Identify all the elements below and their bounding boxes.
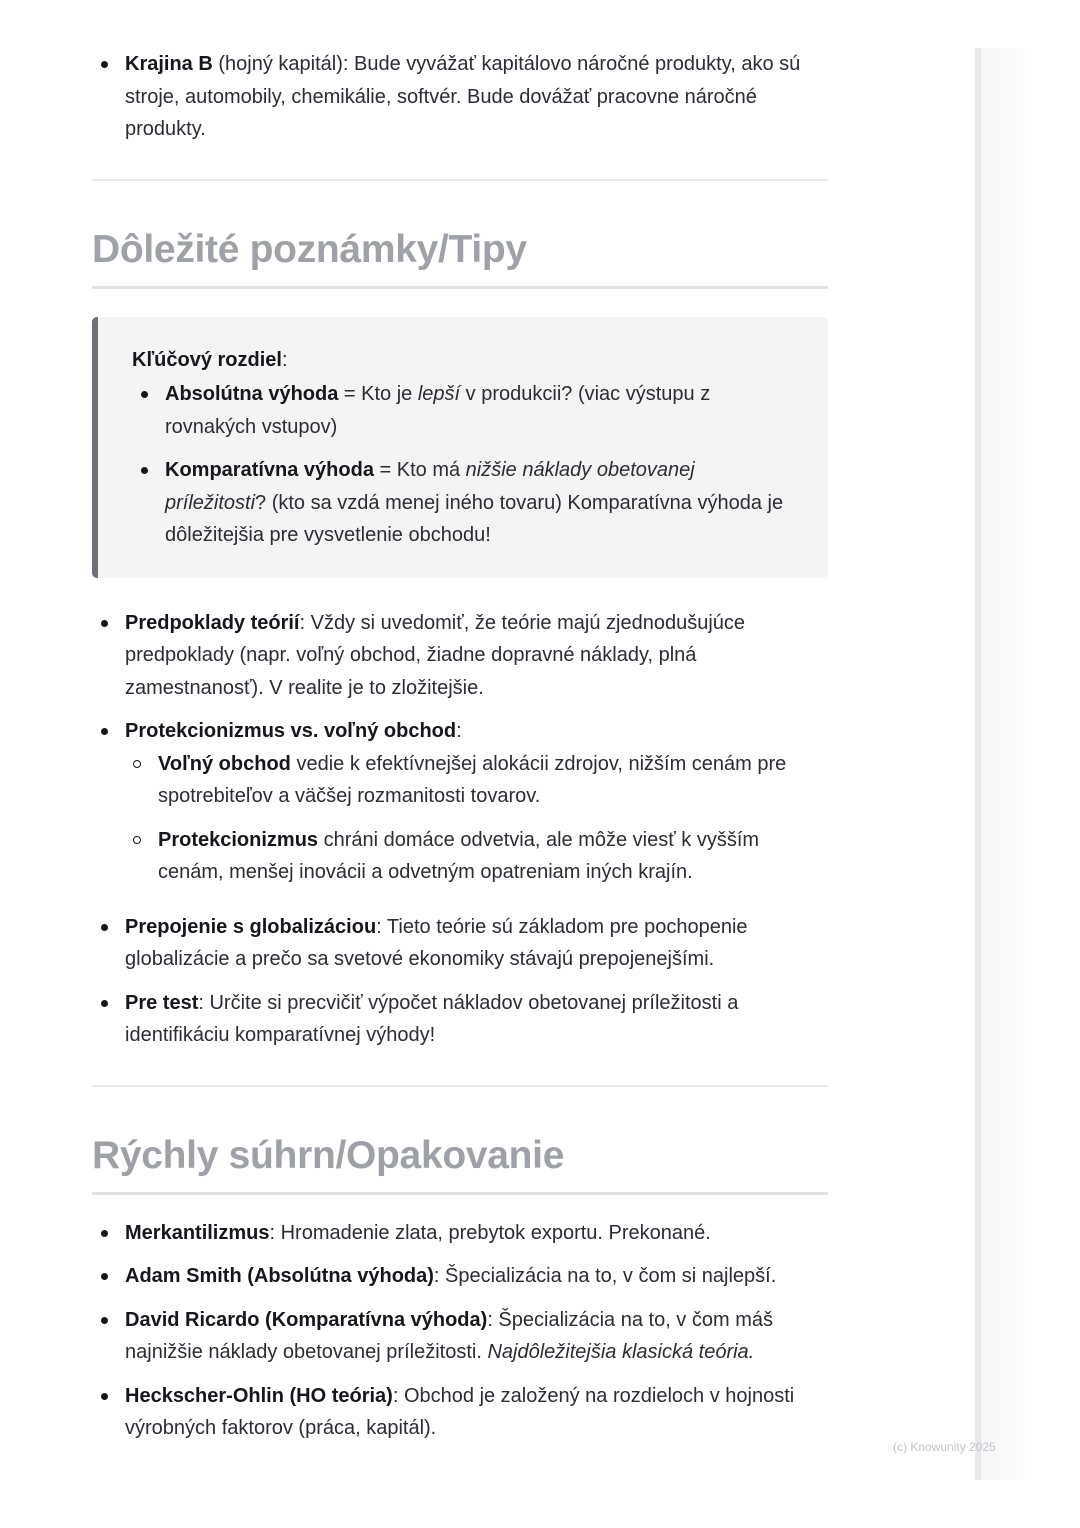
- document-content: [92, 48, 828, 1445]
- callout-key-difference: [92, 317, 828, 578]
- notes-list: [92, 607, 828, 1052]
- heading-underline: [92, 1192, 828, 1195]
- section-heading-summary: Rýchly súhrn/Opakovanie: [92, 1133, 565, 1177]
- list-item-absolute-advantage: Absolútna výhoda = Kto je lepší v produkcii? (viac výstupu z rovnakých vstupov): [132, 378, 798, 443]
- list-item-adam-smith: Adam Smith (Absolútna výhoda): Špecializácia na to, v čom si najlepší.: [92, 1260, 828, 1293]
- list-item-krajina-b: Krajina B (hojný kapitál): Bude vyvážať kapitálovo náročné produkty, ako sú stroje, automobily, chemikálie, softvér. Bude dovážať pracovne náročné produkty.: [92, 48, 828, 146]
- copyright-footer: (c) Knowunity 2025: [893, 1440, 996, 1454]
- list-item-test: Pre test: Určite si precvičiť výpočet nákladov obetovanej príležitosti a identifikáciu komparatívnej výhody!: [92, 987, 828, 1052]
- list-item-assumptions: Predpoklady teórií: Vždy si uvedomiť, že teórie majú zjednodušujúce predpoklady (napr. voľný obchod, žiadne dopravné náklady, plná zamestnanosť). V realite je to zložitejšie.: [92, 607, 828, 705]
- heading-underline: [92, 286, 828, 289]
- list-item-heckscher-ohlin: Heckscher-Ohlin (HO teória): Obchod je založený na rozdieloch v hojnosti výrobných faktorov (práca, kapitál).: [92, 1380, 828, 1445]
- list-item-david-ricardo: David Ricardo (Komparatívna výhoda): Špecializácia na to, v čom máš najnižšie náklady obetovanej príležitosti. Najdôležitejšia klasická teória.: [92, 1304, 828, 1369]
- list-item-protectionism: Protekcionizmus vs. voľný obchod: Voľný obchod vedie k efektívnejšej alokácii zdrojov, nižším cenám pre spotrebiteľov a väčšej rozmanitosti tovarov. Protekcionizmus chráni domáce odvetvia, ale môže viesť k vyšším cenám, menšej inovácii a odvetným opatreniam iných krajín.: [92, 715, 828, 889]
- sub-list: [125, 748, 828, 889]
- list-item-mercantilism: Merkantilizmus: Hromadenie zlata, prebytok exportu. Prekonané.: [92, 1217, 828, 1250]
- divider: [92, 1085, 828, 1087]
- vertical-scrollbar[interactable]: [975, 48, 981, 1480]
- summary-list: [92, 1217, 828, 1445]
- section-heading-notes: Dôležité poznámky/Tipy: [92, 227, 527, 271]
- intro-list: [92, 48, 828, 146]
- sub-item-protectionism: Protekcionizmus chráni domáce odvetvia, ale môže viesť k vyšším cenám, menšej inovácii a odvetným opatreniam iných krajín.: [125, 824, 828, 889]
- callout-list: [132, 378, 798, 552]
- list-item-globalization: Prepojenie s globalizáciou: Tieto teórie sú základom pre pochopenie globalizácie a prečo sa svetové ekonomiky stávajú prepojenejšími.: [92, 911, 828, 976]
- callout-title: Kľúčový rozdiel:: [132, 348, 288, 371]
- sub-item-free-trade: Voľný obchod vedie k efektívnejšej alokácii zdrojov, nižším cenám pre spotrebiteľov a väčšej rozmanitosti tovarov.: [125, 748, 828, 813]
- list-item-comparative-advantage: Komparatívna výhoda = Kto má nižšie náklady obetovanej príležitosti? (kto sa vzdá menej iného tovaru) Komparatívna výhoda je dôležitejšia pre vysvetlenie obchodu!: [132, 454, 798, 552]
- divider: [92, 179, 828, 181]
- scrollbar-shadow: [981, 48, 1033, 1480]
